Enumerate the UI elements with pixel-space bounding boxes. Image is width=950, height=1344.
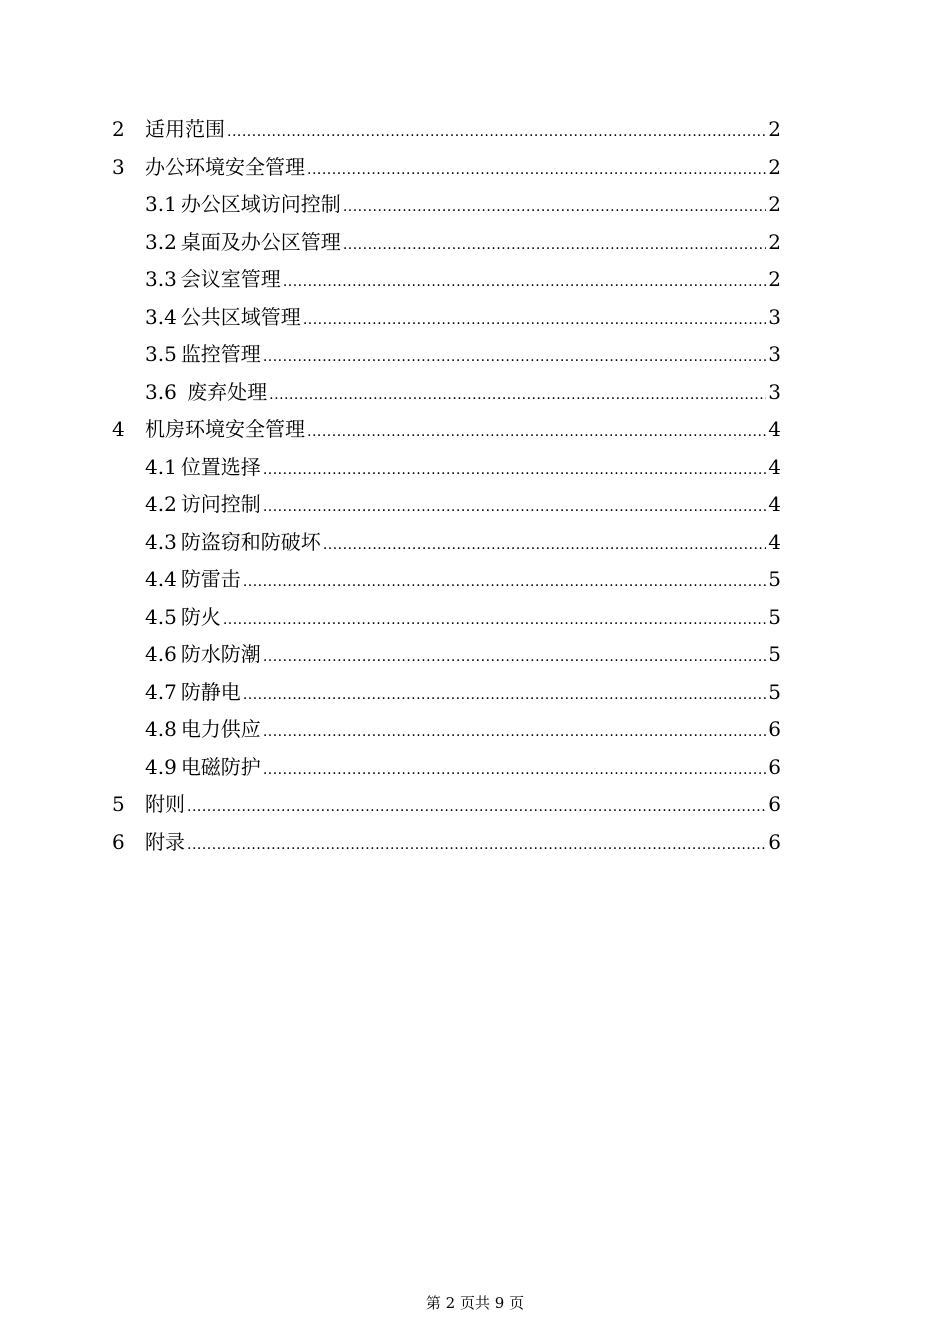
- toc-entry-page-number: 6: [768, 792, 781, 816]
- dot-leader: [283, 264, 766, 302]
- dot-leader: [269, 377, 766, 415]
- toc-entry-title: 废弃处理: [187, 379, 268, 404]
- toc-entry-page-number: 4: [768, 417, 781, 441]
- toc-entry[interactable]: [112, 599, 781, 637]
- dot-leader: [263, 489, 766, 527]
- toc-entry-title: 访问控制: [180, 492, 261, 516]
- toc-entry-page-number: 6: [768, 717, 781, 741]
- toc-entry-page-number: 6: [768, 754, 781, 779]
- dot-leader: [187, 789, 766, 827]
- dot-leader: [223, 602, 766, 640]
- toc-entry-number: 4.2: [145, 492, 177, 516]
- toc-entry-number: 3.1: [145, 192, 177, 216]
- toc-entry-number: 4.4: [145, 567, 177, 591]
- toc-entry-number: 4.7: [145, 679, 177, 704]
- toc-entry-title: 电力供应: [180, 717, 261, 741]
- toc-entry-number: 3.5: [145, 342, 177, 366]
- toc-entry-title: 防雷击: [180, 567, 241, 591]
- toc-entry-number: 3.2: [145, 229, 177, 254]
- toc-entry-page-number: 3: [768, 342, 781, 366]
- toc-entry-number: 4.1: [145, 454, 177, 479]
- toc-entry[interactable]: [112, 824, 781, 862]
- toc-entry-number: 3.6: [145, 379, 184, 404]
- toc-entry[interactable]: [112, 561, 781, 599]
- toc-entry-page-number: 2: [768, 229, 781, 254]
- toc-entry-page-number: 5: [768, 679, 781, 704]
- dot-leader: [307, 414, 766, 452]
- toc-entry-title: 机房环境安全管理: [145, 417, 305, 441]
- toc-entry-page-number: 2: [768, 117, 781, 141]
- toc-entry[interactable]: [112, 524, 781, 562]
- toc-entry-page-number: 5: [768, 642, 781, 666]
- toc-entry[interactable]: [112, 299, 781, 337]
- toc-entry-title: 电磁防护: [180, 754, 261, 779]
- toc-entry-number: 3: [112, 154, 125, 179]
- toc-entry[interactable]: [112, 261, 781, 299]
- toc-entry-title: 防静电: [180, 679, 241, 704]
- dot-leader: [343, 189, 766, 227]
- dot-leader: [263, 339, 766, 377]
- toc-entry-title: 办公区域访问控制: [180, 192, 341, 216]
- toc-entry-title: 防火: [180, 604, 221, 629]
- dot-leader: [227, 114, 766, 152]
- toc-entry[interactable]: [112, 749, 781, 787]
- toc-entry-title: 防盗窃和防破坏: [180, 529, 321, 554]
- toc-entry-title: 附录: [145, 829, 185, 854]
- toc-entry[interactable]: [112, 449, 781, 487]
- toc-entry-number: 4.9: [145, 754, 177, 779]
- toc-entry-page-number: 4: [768, 529, 781, 554]
- toc-entry[interactable]: [112, 336, 781, 374]
- dot-leader: [187, 827, 766, 865]
- toc-entry-title: 附则: [145, 792, 185, 816]
- toc-entry[interactable]: [112, 786, 781, 824]
- toc-entry-title: 位置选择: [180, 454, 261, 479]
- dot-leader: [263, 639, 766, 677]
- toc-entry[interactable]: [112, 411, 781, 449]
- toc-entry-number: 4.5: [145, 604, 177, 629]
- toc-entry-page-number: 2: [768, 192, 781, 216]
- toc-entry-number: 4.8: [145, 717, 177, 741]
- toc-entry[interactable]: [112, 186, 781, 224]
- table-of-contents: [112, 111, 781, 861]
- toc-entry-page-number: 4: [768, 454, 781, 479]
- toc-entry[interactable]: [112, 636, 781, 674]
- toc-entry[interactable]: [112, 674, 781, 712]
- toc-entry-number: 6: [112, 829, 125, 854]
- toc-entry-number: 4: [112, 417, 125, 441]
- toc-entry-page-number: 2: [768, 267, 781, 291]
- toc-entry-title: 适用范围: [145, 117, 225, 141]
- toc-entry-title: 办公环境安全管理: [145, 154, 305, 179]
- dot-leader: [263, 452, 766, 490]
- toc-entry-number: 4.6: [145, 642, 177, 666]
- dot-leader: [243, 564, 766, 602]
- toc-entry[interactable]: [112, 711, 781, 749]
- toc-entry-page-number: 3: [768, 379, 781, 404]
- toc-entry-page-number: 2: [768, 154, 781, 179]
- dot-leader: [307, 152, 766, 190]
- page-footer: 第 2 页共 9 页: [425, 1294, 525, 1312]
- toc-entry-number: 2: [112, 117, 125, 141]
- toc-entry[interactable]: [112, 111, 781, 149]
- toc-entry-number: 5: [112, 792, 125, 816]
- toc-entry-title: 会议室管理: [180, 267, 281, 291]
- toc-entry[interactable]: [112, 486, 781, 524]
- dot-leader: [343, 227, 766, 265]
- dot-leader: [263, 714, 766, 752]
- dot-leader: [243, 677, 766, 715]
- toc-entry-page-number: 6: [768, 829, 781, 854]
- toc-entry-title: 防水防潮: [180, 642, 261, 666]
- toc-entry-page-number: 4: [768, 492, 781, 516]
- dot-leader: [263, 752, 766, 790]
- toc-entry-page-number: 5: [768, 604, 781, 629]
- toc-entry-title: 桌面及办公区管理: [180, 229, 341, 254]
- toc-entry[interactable]: [112, 374, 781, 412]
- toc-entry-title: 监控管理: [180, 342, 261, 366]
- toc-entry-title: 公共区域管理: [180, 304, 301, 329]
- toc-entry-page-number: 5: [768, 567, 781, 591]
- toc-entry-number: 4.3: [145, 529, 177, 554]
- toc-entry-number: 3.3: [145, 267, 177, 291]
- dot-leader: [303, 302, 766, 340]
- toc-entry[interactable]: [112, 224, 781, 262]
- toc-entry-number: 3.4: [145, 304, 177, 329]
- toc-entry-page-number: 3: [768, 304, 781, 329]
- dot-leader: [323, 527, 766, 565]
- toc-entry[interactable]: [112, 149, 781, 187]
